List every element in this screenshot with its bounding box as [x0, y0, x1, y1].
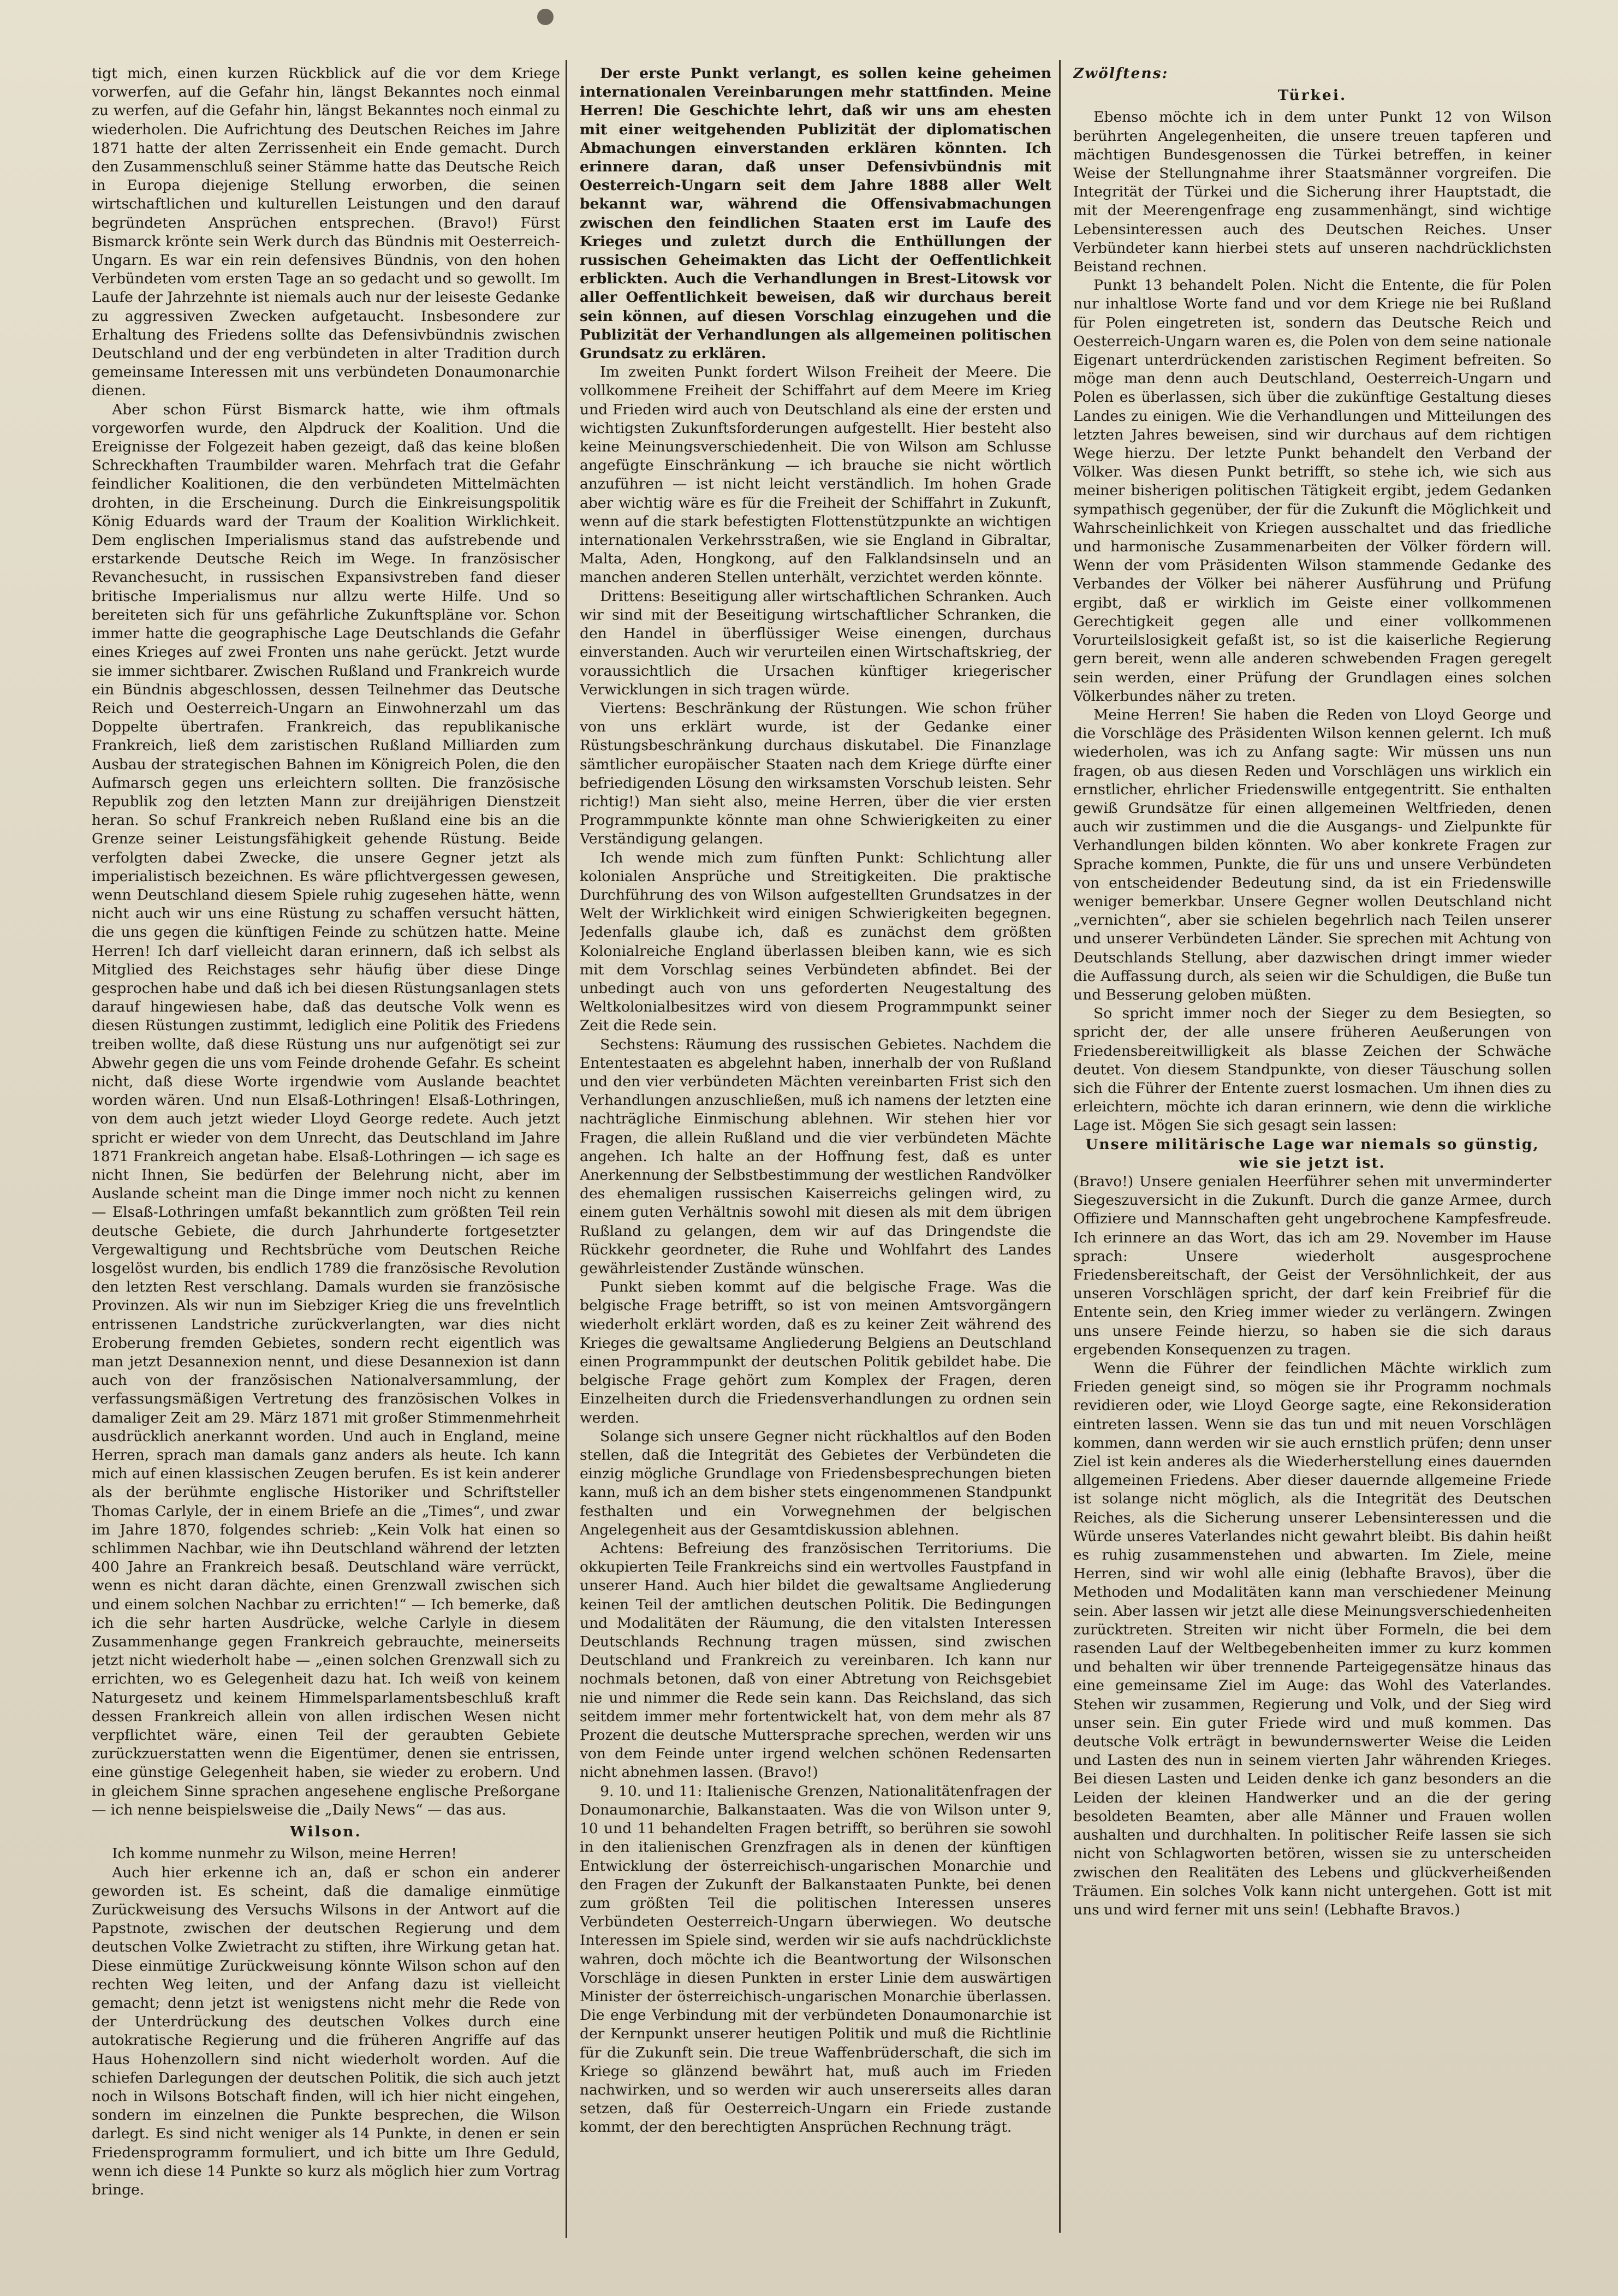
- paragraph: Punkt sieben kommt auf die belgische Frage. Was die belgische Frage betrifft, so ist von meinen Amtsvorgängern wiederholt erklärt worden, daß es zu keiner Zeit während des Krieges die gewaltsame Angliederung Belgiens an Deutschland einen Programmpunkt der deutschen Politik gebildet habe. Die belgische Frage gehört zum Komplex der Fragen, deren Einzelheiten durch die Friedensverhandlungen zu ordnen sein werden.: [580, 1278, 1051, 1426]
- military-heading-line-1: Unsere militärische Lage war niemals so günstig,: [1085, 1135, 1539, 1153]
- column-rule-right: [1059, 60, 1061, 2233]
- paragraph: Solange sich unsere Gegner nicht rückhaltlos auf den Boden stellen, daß die Integrität des Gebietes der Verbündeten die einzig mögliche Grundlage von Friedensbesprechungen bieten kann, muß ich an dem bisher stets eingenommenen Standpunkt festhalten und ein Vorwegnehmen der belgischen Angelegenheit aus der Gesamtdiskussion ablehnen.: [580, 1427, 1051, 1538]
- paragraph: Ich komme nunmehr zu Wilson, meine Herren!: [112, 1845, 457, 1863]
- paragraph: Viertens: Beschränkung der Rüstungen. Wie schon früher von uns erklärt wurde, ist der Gedanke einer Rüstungsbeschränkung durchaus diskutabel. Die Finanzlage sämtlicher europäischer Staaten nach dem Kriege dürfte einer befriedigenden Lösung den wirksamsten Vorschub leisten. Sehr richtig!) Man sieht also, meine Herren, über die vier ersten Programmpunkte könnte man ohne Schwierigkeiten zu einer Verständigung gelangen.: [580, 699, 1051, 848]
- military-heading-line-2: wie sie jetzt ist.: [1239, 1154, 1385, 1171]
- section-heading-wilson: Wilson.: [290, 1823, 362, 1841]
- paragraph: Ich wende mich zum fünften Punkt: Schlichtung aller kolonialen Ansprüche und Streitigkeiten. Die praktische Durchführung des von Wilson aufgestellten Grundsatzes in der Welt der Wirklichkeit wird einigen Schwierigkeiten begegnen. Jedenfalls glaube ich, daß es zunächst dem größten Kolonialreiche England überlassen bleiben kann, wie es sich mit dem Vorschlag seines Verbündeten abfindet. Bei der unbedingt auch von uns geforderten Neugestaltung des Weltkolonialbesitzes wird von diesem Programmpunkt seiner Zeit die Rede sein.: [580, 849, 1051, 1034]
- section-label: Zwölftens:: [1073, 65, 1169, 82]
- paragraph: So spricht immer noch der Sieger zu dem Besiegten, so spricht der, der alle unsere früheren Aeußerungen von Friedensbereitwilligkeit als blasse Zeichen der Schwäche deutet. Von diesem Standpunkte, von dieser Täuschung sollen sich die Führer der Entente zuerst losmachen. Um ihnen dies zu erleichtern, möchte ich daran erinnern, wie denn die wirkliche Lage ist. Mögen Sie sich gesagt sein lassen:: [1073, 1005, 1551, 1134]
- paragraph: tigt mich, einen kurzen Rückblick auf die vor dem Kriege vorwerfen, auf die Gefahr hin, längst Bekanntes noch einmal zu werfen, auf die Gefahr hin, längst Bekanntes noch einmal zu wiederholen. Die Aufrichtung des Deutschen Reiches im Jahre 1871 hatte der alten Zerrissenheit ein Ende gemacht. Durch den Zusammenschluß seiner Stämme hatte das Deutsche Reich in Europa diejenige Stellung erworben, die seinen wirtschaftlichen und kulturellen Leistungen und den darauf begründeten Ansprüchen entsprechen. (Bravo!) Fürst Bismarck krönte sein Werk durch das Bündnis mit Oesterreich-Ungarn. Es war ein rein defensives Bündnis, von den hohen Verbündeten vom ersten Tage an so gedacht und so gewollt. Im Laufe der Jahrzehnte ist niemals auch nur der leiseste Gedanke zu aggressiven Zwecken aufgetaucht. Insbesondere zur Erhaltung des Friedens sollte das Defensivbündnis zwischen Deutschland und der eng verbündeten in alter Tradition durch gemeinsame Interessen mit uns verbündeten Donaumonarchie dienen.: [92, 65, 560, 400]
- paragraph: Der erste Punkt verlangt, es sollen keine geheimen internationalen Vereinbarungen mehr stattfinden. Meine Herren! Die Geschichte lehrt, daß wir uns am ehesten mit einer weitgehenden Publizität der diplomatischen Abmachungen einverstanden erklären könnten. Ich erinnere daran, daß unser Defensivbündnis mit Oesterreich-Ungarn seit dem Jahre 1888 aller Welt bekannt war, während die Offensivabmachungen zwischen den feindlichen Staaten erst im Laufe des Krieges und zuletzt durch die Enthüllungen der russischen Geheimakten das Licht der Oeffentlichkeit erblickten. Auch die Verhandlungen in Brest-Litowsk vor aller Oeffentlichkeit beweisen, daß wir durchaus bereit sein können, auf diesen Vorschlag einzugehen und die Publizität der Verhandlungen als allgemeinen politischen Grundsatz zu erklären.: [580, 65, 1051, 362]
- paragraph: Aber schon Fürst Bismarck hatte, wie ihm oftmals vorgeworfen wurde, den Alpdruck der Koalition. Und die Ereignisse der Folgezeit haben gezeigt, daß das keine bloßen Schreckhaften Traumbilder waren. Mehrfach trat die Gefahr feindlicher Koalitionen, die den verbündeten Mittelmächten drohten, in die Erscheinung. Durch die Einkreisungspolitik König Eduards ward der Traum der Koalition Wirklichkeit. Dem englischen Imperialismus stand das aufstrebende und erstarkende Deutsche Reich im Wege. In französischer Revanchesucht, in russischen Expansivstreben fand dieser britische Imperialismus nur allzu werte Hilfe. Und so bereiteten sich für uns gefährliche Zukunftspläne vor. Schon immer hatte die geographische Lage Deutschlands die Gefahr eines Krieges auf zwei Fronten uns nahe gerückt. Jetzt wurde sie immer sichtbarer. Zwischen Rußland und Frankreich wurde ein Bündnis abgeschlossen, dessen Teilnehmer das Deutsche Reich und Oesterreich-Ungarn an Einwohnerzahl um das Doppelte übertrafen. Frankreich, das republikanische Frankreich, ließ dem zaristischen Rußland Milliarden zum Ausbau der strategischen Bahnen im Königreich Polen, die den Aufmarsch gegen uns erleichtern sollten. Die französische Republik zog den letzten Mann zur dreijährigen Dienstzeit heran. So schuf Frankreich neben Rußland eine bis an die Grenze seiner Leistungsfähigkeit gehende Rüstung. Beide verfolgten dabei Zwecke, die unsere Gegner jetzt als imperialistisch bezeichnen. Es wäre pflichtvergessen gewesen, wenn Deutschland diesem Spiele ruhig zugesehen hätte, wenn nicht auch wir uns eine Rüstung zu schaffen versucht hätten, die uns gegen die künftigen Feinde zu schützen hatte. Meine Herren! Ich darf vielleicht daran erinnern, daß ich selbst als Mitglied des Reichstages sehr häufig über diese Dinge gesprochen habe und daß ich bei diesen Rüstungsanlagen stets darauf hingewiesen habe, daß das deutsche Volk wenn es diesen Rüstungen zustimmt, lediglich eine Politik des Friedens treiben wollte, daß diese Rüstung uns nur aufgenötigt sei zur Abwehr gegen die uns vom Feinde drohende Gefahr. Es scheint nicht, daß diese Worte irgendwie vom Auslande beachtet worden wären. Und nun Elsaß-Lothringen! Elsaß-Lothringen, von dem auch jetzt wieder Lloyd George redete. Auch jetzt spricht er wieder von dem Unrecht, das Deutschland im Jahre 1871 Frankreich angetan habe. Elsaß-Lothringen — ich sage es nicht Ihnen, Sie bedürfen der Belehrung nicht, aber im Auslande scheint man die Dinge immer noch nicht zu kennen — Elsaß-Lothringen umfaßt bekanntlich zum größten Teil rein deutsche Gebiete, die durch Jahrhunderte fortgesetzter Vergewaltigung und Rechtsbrüche vom Deutschen Reiche losgelöst wurden, bis endlich 1789 die französische Revolution den letzten Rest verschlang. Damals wurden sie französische Provinzen. Als wir nun im Siebziger Krieg die uns frevelntlich entrissenen Landstriche zurückverlangten, war dies nicht Eroberung fremden Gebietes, sondern recht eigentlich was man jetzt Desannexion nennt, und diese Desannexion ist dann auch von der französischen Nationalversammlung, der verfassungsmäßigen Vertretung des französischen Volkes in damaliger Zeit am 29. März 1871 mit großer Stimmenmehrheit ausdrücklich anerkannt worden. Und auch in England, meine Herren, sprach man damals ganz anders als heute. Ich kann mich auf einen klassischen Zeugen berufen. Es ist kein anderer als der berühmte englische Historiker und Schriftsteller Thomas Carlyle, der in einem Briefe an die „Times“, und zwar im Jahre 1870, folgendes schrieb: „Kein Volk hat einen so schlimmen Nachbar, wie ihn Deutschland während der letzten 400 Jahre an Frankreich besaß. Deutschland wäre verrückt, wenn es nicht daran dächte, einen Grenzwall zwischen sich und einem solchen Nachbar zu errichten!“ — Ich bemerke, daß ich die sehr harten Ausdrücke, welche Carlyle in diesem Zusammenhange gegen Frankreich gebrauchte, meinerseits jetzt nicht wiederholt habe — „einen solchen Grenzwall sich zu errichten, wo es Gelegenheit dazu hat. Ich weiß von keinem Naturgesetz und keinem Himmelsparlamentsbeschluß kraft dessen Frankreich allein von allen irdischen Wesen nicht verpflichtet wäre, einen Teil der geraubten Gebiete zurückzuerstatten wenn die Eigentümer, denen sie entrissen, eine günstige Gelegenheit haben, sie wieder zu erobern. Und in gleichem Sinne sprachen angesehene englische Preßorgane — ich nenne beispielsweise die „Daily News“ — das aus.: [92, 401, 560, 1818]
- column-1: [92, 64, 560, 2248]
- paragraph: Auch hier erkenne ich an, daß er schon ein anderer geworden ist. Es scheint, daß die damalige einmütige Zurückweisung des Versuchs Wilsons in der Antwort auf die Papstnote, zwischen der deutschen Regierung und dem deutschen Volke Zwietracht zu stiften, ihre Wirkung getan hat. Diese einmütige Zurückweisung könnte Wilson schon auf den rechten Weg leiten, und der Anfang dazu ist vielleicht gemacht; denn jetzt ist wenigstens nicht mehr die Rede von der Unterdrückung des deutschen Volkes durch eine autokratische Regierung und die früheren Angriffe auf das Haus Hohenzollern sind nicht wiederholt worden. Auf die schiefen Darlegungen der deutschen Politik, die sich auch jetzt noch in Wilsons Botschaft finden, will ich hier nicht eingehen, sondern im einzelnen die Punkte besprechen, die Wilson darlegt. Es sind nicht weniger als 14 Punkte, in denen er sein Friedensprogramm formuliert, und ich bitte um Ihre Geduld, wenn ich diese 14 Punkte so kurz als möglich hier zum Vortrag bringe.: [92, 1864, 560, 2198]
- paragraph: Im zweiten Punkt fordert Wilson Freiheit der Meere. Die vollkommene Freiheit der Schiffahrt auf dem Meere im Krieg und Frieden wird auch von Deutschland als eine der ersten und wichtigsten Zukunftsforderungen aufgestellt. Hier besteht also keine Meinungsverschiedenheit. Die von Wilson am Schlusse angefügte Einschränkung — ich brauche sie nicht wörtlich anzuführen — ist nicht leicht verständlich. Im hohen Grade aber wichtig wäre es für die Freiheit der Schiffahrt in Zukunft, wenn auf die stark befestigten Flottenstützpunkte an wichtigen internationalen Verkehrsstraßen, wie sie England in Gibraltar, Malta, Aden, Hongkong, auf den Falklandsinseln und an manchen anderen Stellen unterhält, verzichtet werden könnte.: [580, 364, 1051, 586]
- paragraph: Wenn die Führer der feindlichen Mächte wirklich zum Frieden geneigt sind, so mögen sie ihr Programm nochmals revidieren oder, wie Lloyd George sagte, eine Rekonsideration eintreten lassen. Wenn sie das tun und mit neuen Vorschlägen kommen, dann werden wir sie auch ernstlich prüfen; denn unser Ziel ist kein anderes als die Wiederherstellung eines dauernden allgemeinen Friedens. Aber dieser dauernde allgemeine Friede ist solange nicht möglich, als die Integrität des Deutschen Reiches, als die Sicherung unserer Lebensinteressen und die Würde unseres Vaterlandes nicht gewahrt bleibt. Bis dahin heißt es ruhig zusammenstehen und abwarten. Im Ziele, meine Herren, sind wir wohl alle einig (lebhafte Bravos), über die Methoden und Modalitäten kann man verschiedener Meinung sein. Aber lassen wir jetzt alle diese Meinungsverschiedenheiten zurücktreten. Streiten wir nicht über Formeln, die bei dem rasenden Lauf der Weltbegebenheiten immer zu kurz kommen und behalten wir über trennende Parteigegensätze hinaus das eine gemeinsame Ziel im Auge: das Wohl des Vaterlandes. Stehen wir zusammen, Regierung und Volk, und der Sieg wird unser sein. Ein guter Friede wird und muß kommen. Das deutsche Volk erträgt in bewundernswerter Weise die Leiden und Lasten des nun in seinem vierten Jahr währenden Krieges. Bei diesen Lasten und Leiden denke ich ganz besonders an die Leiden der kleinen Handwerker und an die der gering besoldeten Beamten, aber alle Männer und Frauen wollen aushalten und durchhalten. In politischer Reife lassen sie sich nicht von Schlagworten betören, wissen sie zu unterscheiden zwischen den Realitäten des Lebens und glückverheißenden Träumen. Ein solches Volk kann nicht untergehen. Gott ist mit uns und wird ferner mit uns sein! (Lebhafte Bravos.): [1073, 1360, 1551, 1918]
- paragraph: Drittens: Beseitigung aller wirtschaftlichen Schranken. Auch wir sind mit der Beseitigung wirtschaftlicher Schranken, die den Handel in überflüssiger Weise einengen, durchaus einverstanden. Auch wir verurteilen einen Wirtschaftskrieg, der voraussichtlich die Ursachen künftiger kriegerischer Verwicklungen in sich tragen würde.: [580, 587, 1051, 698]
- paragraph: Meine Herren! Sie haben die Reden von Lloyd George und die Vorschläge des Präsidenten Wilson kennen gelernt. Ich muß wiederholen, was ich zu Anfang sagte: Wir müssen uns nun fragen, ob aus diesen Reden und Vorschlägen uns wirklich ein ernstlicher, ehrlicher Friedenswille entgegentritt. Sie enthalten gewiß Grundsätze für einen allgemeinen Weltfrieden, denen auch wir zustimmen und die die Ausgangs- und Zielpunkte für Verhandlungen bilden könnten. Wo aber konkrete Fragen zur Sprache kommen, Punkte, die für uns und unsere Verbündeten von entscheidender Bedeutung sind, da ist ein Friedenswille weniger bemerkbar. Unsere Gegner wollen Deutschland nicht „vernichten“, aber sie schielen begehrlich nach Teilen unserer und unserer Verbündeten Länder. Sie sprechen mit Achtung von Deutschlands Stellung, aber dazwischen dringt immer wieder die Auffassung durch, als seien wir die Schuldigen, die Buße tun und Besserung geloben müßten.: [1073, 706, 1551, 1003]
- punch-hole: [537, 9, 554, 25]
- paragraph: Ebenso möchte ich in dem unter Punkt 12 von Wilson berührten Angelegenheiten, die unsere treuen tapferen und mächtigen Bundesgenossen die Türkei betreffen, in keiner Weise der Stellungnahme ihrer Staatsmänner vorgreifen. Die Integrität der Türkei und die Sicherung ihrer Hauptstadt, die mit der Meerengenfrage eng zusammenhängt, sind wichtige Lebensinteressen auch des Deutschen Reiches. Unser Verbündeter kann hierbei stets auf unseren nachdrücklichsten Beistand rechnen.: [1073, 109, 1551, 276]
- column-3: [1073, 64, 1551, 2248]
- column-2: [580, 64, 1051, 2248]
- paragraph: Sechstens: Räumung des russischen Gebietes. Nachdem die Ententestaaten es abgelehnt haben, innerhalb der von Rußland und den vier verbündeten Mächten vereinbarten Frist sich den Verhandlungen anzuschließen, muß ich namens der letzten eine nachträgliche Einmischung ablehnen. Wir stehen hier vor Fragen, die allein Rußland und die vier verbündeten Mächte angehen. Ich halte an der Hoffnung fest, daß es unter Anerkennung der Selbstbestimmung der westlichen Randvölker des ehemaligen russischen Kaiserreichs gelingen wird, zu einem guten Verhältnis sowohl mit diesen als mit dem übrigen Rußland zu gelangen, dem wir auf das Dringendste die Rückkehr geordneter, die Ruhe und Wohlfahrt des Landes gewährleistender Zustände wünschen.: [580, 1036, 1051, 1277]
- paragraph: (Bravo!) Unsere genialen Heerführer sehen mit unverminderter Siegeszuversicht in die Zukunft. Durch die ganze Armee, durch Offiziere und Mannschaften geht ungebrochene Kampfesfreude. Ich erinnere an das Wort, das ich am 29. November im Hause sprach: Unsere wiederholt ausgesprochene Friedensbereitschaft, der Geist der Versöhnlichkeit, der aus unseren Vorschlägen spricht, der darf kein Freibrief für die Entente sein, den Krieg immer wieder zu verlängern. Zwingen uns unsere Feinde hierzu, so haben sie die sich daraus ergebenden Konsequenzen zu tragen.: [1073, 1173, 1551, 1358]
- column-rule-left: [566, 60, 567, 2238]
- paragraph: 9. 10. und 11: Italienische Grenzen, Nationalitätenfragen der Donaumonarchie, Balkanstaaten. Was die von Wilson unter 9, 10 und 11 behandelten Fragen betrifft, so berühren sie sowohl in den italienischen Grenzfragen als in denen der künftigen Entwicklung der österreichisch-ungarischen Monarchie und den Fragen der Zukunft der Balkanstaaten Punkte, bei denen zum größten Teil die politischen Interessen unseres Verbündeten Oesterreich-Ungarn überwiegen. Wo deutsche Interessen im Spiele sind, werden wir sie aufs nachdrücklichste wahren, doch möchte ich die Beantwortung der Wilsonschen Vorschläge in diesen Punkten in erster Linie dem auswärtigen Minister der österreichisch-ungarischen Monarchie überlassen. Die enge Verbindung mit der verbündeten Donaumonarchie ist der Kernpunkt unserer heutigen Politik und muß die Richtlinie für die Zukunft sein. Die treue Waffenbrüderschaft, die sich im Kriege so glänzend bewährt hat, muß auch im Frieden nachwirken, und so werden wir auch unsererseits alles daran setzen, daß für Oesterreich-Ungarn ein Friede zustande kommt, der den berechtigten Ansprüchen Rechnung trägt.: [580, 1782, 1051, 2136]
- paragraph: Achtens: Befreiung des französischen Territoriums. Die okkupierten Teile Frankreichs sind ein wertvolles Faustpfand in unserer Hand. Auch hier bildet die gewaltsame Angliederung keinen Teil der amtlichen deutschen Politik. Die Bedingungen und Modalitäten der Räumung, die den vitalsten Interessen Deutschlands Rechnung tragen müssen, sind zwischen Deutschland und Frankreich zu vereinbaren. Ich kann nur nochmals betonen, daß von einer Abtretung von Reichsgebiet nie und nimmer die Rede sein kann. Das Reichsland, das sich seitdem immer mehr fortentwickelt hat, von dem mehr als 87 Prozent die deutsche Muttersprache sprechen, werden wir uns von dem Feinde unter irgend welchen schönen Redensarten nicht abnehmen lassen. (Bravo!): [580, 1540, 1051, 1781]
- paragraph: Punkt 13 behandelt Polen. Nicht die Entente, die für Polen nur inhaltlose Worte fand und vor dem Kriege nie bei Rußland für Polen eingetreten ist, sondern das Deutsche Reich und Oesterreich-Ungarn waren es, die Polen von dem seine nationale Eigenart unterdrückenden zaristischen Regiment befreiten. So möge man denn auch Deutschland, Oesterreich-Ungarn und Polen es überlassen, sich über die zukünftige Gestaltung dieses Landes zu einigen. Wie die Verhandlungen und Mitteilungen des letzten Jahres beweisen, sind wir durchaus auf dem richtigen Wege hierzu. Der letzte Punkt behandelt den Verband der Völker. Was diesen Punkt betrifft, so stehe ich, wie sich aus meiner bisherigen politischen Tätigkeit ergibt, jedem Gedanken sympathisch gegenüber, der für die Zukunft die Möglichkeit und Wahrscheinlichkeit von Kriegen ausschaltet und das friedliche und harmonische Zusammenarbeiten der Völker fördern will. Wenn der vom Präsidenten Wilson stammende Gedanke des Verbandes der Völker bei näherer Ausführung und Prüfung ergibt, daß er wirklich im Geiste einer vollkommenen Gerechtigkeit gegen alle und einer vollkommenen Vorurteilslosigkeit gefaßt ist, so ist die kaiserliche Regierung gern bereit, wenn alle anderen schwebenden Fragen geregelt sein werden, einer Prüfung der Grundlagen eines solchen Völkerbundes näher zu treten.: [1073, 277, 1551, 705]
- section-heading-tuerkei: Türkei.: [1277, 87, 1347, 104]
